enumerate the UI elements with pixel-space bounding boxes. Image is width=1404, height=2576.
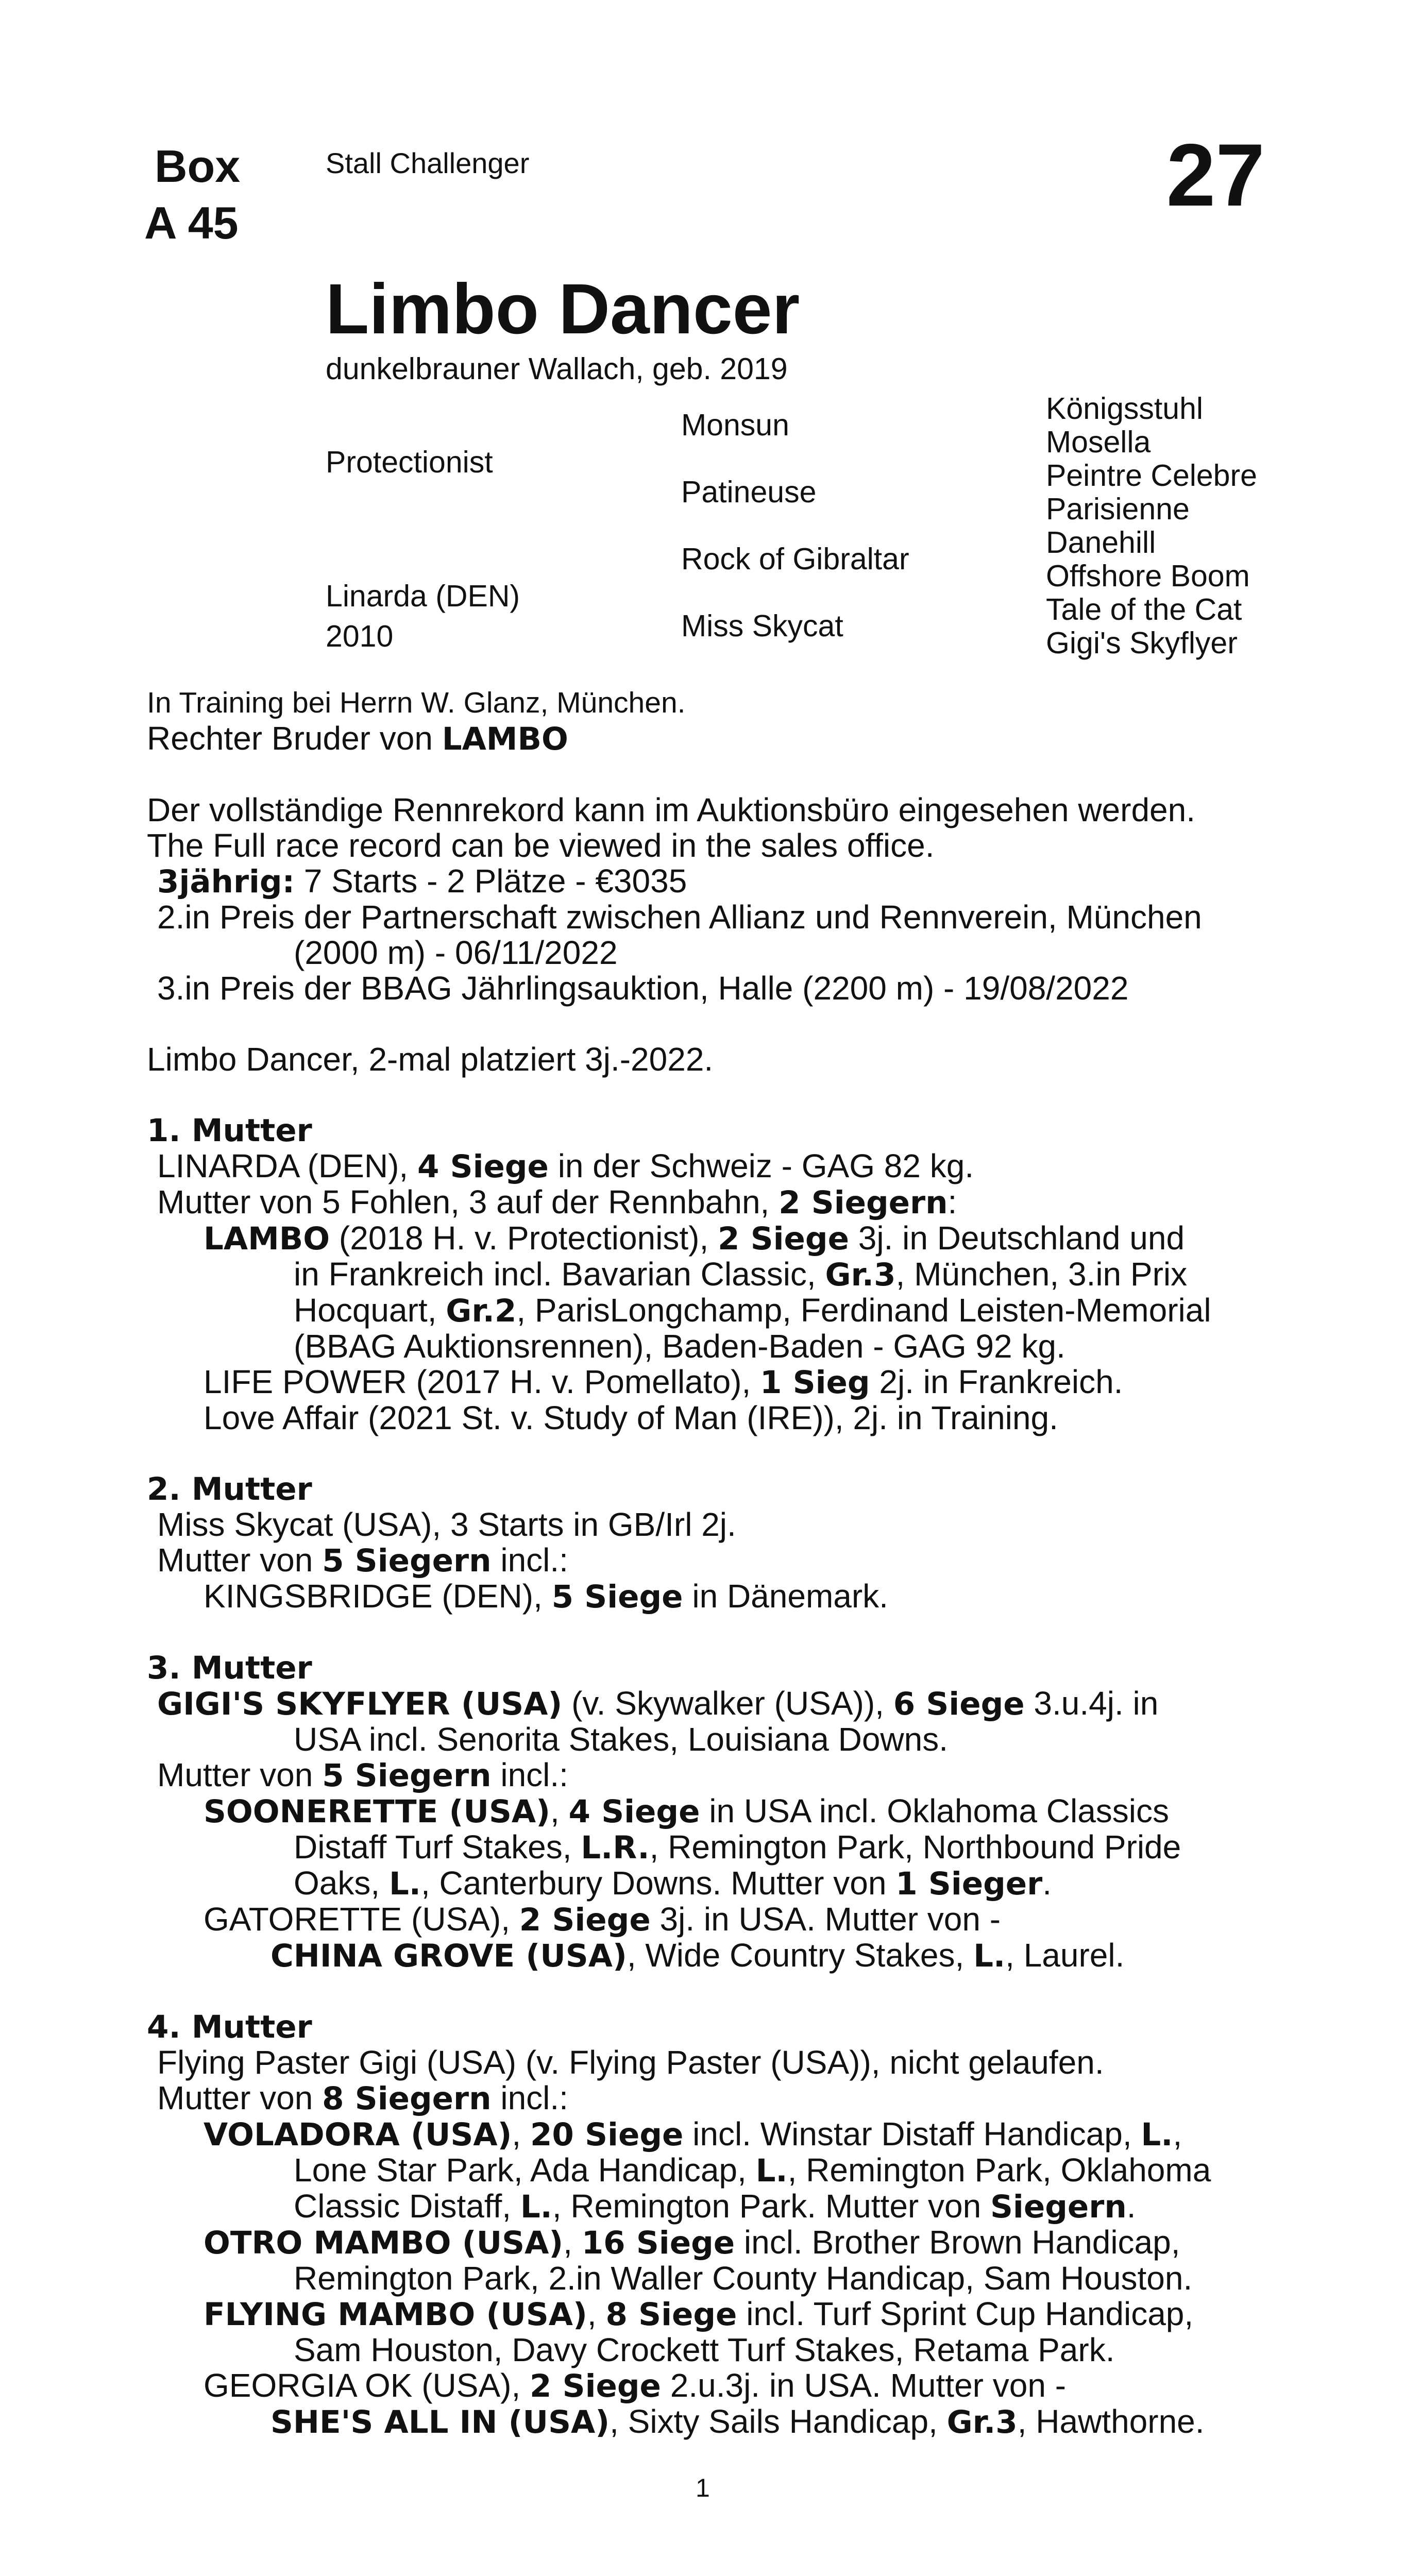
dam1-line: in Frankreich incl. Bavarian Classic, Gr.3, München, 3.in Prix: [294, 1256, 1188, 1293]
dam3-heading: 3. Mutter: [147, 1650, 312, 1686]
dam1-line: Hocquart, Gr.2, ParisLongchamp, Ferdinand Leisten-Memorial: [294, 1292, 1211, 1329]
dam4-line: SHE'S ALL IN (USA), Sixty Sails Handicap, Gr.3, Hawthorne.: [270, 2403, 1205, 2441]
lot-number: 27: [1166, 126, 1265, 225]
dam1-line: LAMBO (2018 H. v. Protectionist), 2 Siege 3j. in Deutschland und: [204, 1219, 1185, 1257]
dam1-line: Love Affair (2021 St. v. Study of Man (IRE)), 2j. in Training.: [204, 1399, 1058, 1436]
dam4-line: OTRO MAMBO (USA), 16 Siege incl. Brother Brown Handicap,: [204, 2224, 1180, 2261]
dam2-line: Miss Skycat (USA), 3 Starts in GB/Irl 2j.: [157, 1506, 736, 1543]
gen3-1: Königsstuhl: [1046, 392, 1204, 426]
dam3-line: GIGI'S SKYFLYER (USA) (v. Skywalker (USA)), 6 Siege 3.u.4j. in: [157, 1685, 1159, 1722]
gen3-6: Offshore Boom: [1046, 559, 1250, 593]
dam1-line: (BBAG Auktionsrennen), Baden-Baden - GAG 92 kg.: [294, 1328, 1065, 1365]
sire-sire: Monsun: [681, 408, 789, 442]
record-note-de: Der vollständige Rennrekord kann im Auktionsbüro eingesehen werden.: [147, 791, 1195, 828]
age-label: 3jährig:: [157, 863, 295, 900]
record-note-en: The Full race record can be viewed in the sales office.: [147, 827, 935, 864]
dam4-line: Sam Houston, Davy Crockett Turf Stakes, Retama Park.: [294, 2331, 1115, 2368]
stall-name: Stall Challenger: [326, 147, 530, 179]
dam3-line: Distaff Turf Stakes, L.R., Remington Park, Northbound Pride: [294, 1828, 1181, 1866]
box-number: A 45: [144, 197, 239, 248]
horse-description: dunkelbrauner Wallach, geb. 2019: [326, 352, 788, 386]
dam4-line: Lone Star Park, Ada Handicap, L., Remington Park, Oklahoma: [294, 2151, 1211, 2189]
horse-name: Limbo Dancer: [326, 269, 800, 349]
dam3-line: CHINA GROVE (USA), Wide Country Stakes, L., Laurel.: [270, 1937, 1125, 1974]
dam1-heading: 1. Mutter: [147, 1112, 312, 1149]
dam3-line: USA incl. Senorita Stakes, Louisiana Downs.: [294, 1721, 948, 1758]
dam2-line: Mutter von 5 Siegern incl.:: [157, 1541, 568, 1579]
gen3-4: Parisienne: [1046, 492, 1190, 526]
training-note: In Training bei Herrn W. Glanz, München.: [147, 686, 686, 719]
record-place-1: 2.in Preis der Partnerschaft zwischen Allianz und Rennverein, München: [157, 899, 1202, 936]
dam2-line: KINGSBRIDGE (DEN), 5 Siege in Dänemark.: [204, 1578, 888, 1615]
catalogue-body: [147, 685, 1265, 2440]
record-place-2: 3.in Preis der BBAG Jährlingsauktion, Halle (2200 m) - 19/08/2022: [157, 970, 1129, 1007]
dam4-line: Remington Park, 2.in Waller County Handicap, Sam Houston.: [294, 2260, 1193, 2297]
record-summary: Limbo Dancer, 2-mal platziert 3j.-2022.: [147, 1041, 714, 1078]
box-label: [144, 138, 241, 251]
dam1-line: LINARDA (DEN), 4 Siege in der Schweiz - GAG 82 kg.: [157, 1147, 974, 1185]
dam: Linarda (DEN): [326, 579, 520, 613]
box-word: Box: [155, 141, 241, 192]
gen3-2: Mosella: [1046, 425, 1151, 459]
record-age: [147, 863, 1265, 900]
brother-line: [147, 721, 1265, 757]
dam-year: 2010: [326, 619, 394, 653]
dam4-heading: 4. Mutter: [147, 2009, 312, 2045]
dam3-line: SOONERETTE (USA), 4 Siege in USA incl. Oklahoma Classics: [204, 1792, 1169, 1830]
dam4-line: VOLADORA (USA), 20 Siege incl. Winstar Distaff Handicap, L.,: [204, 2115, 1182, 2153]
gen3-3: Peintre Celebre: [1046, 459, 1257, 493]
page-number: 1: [696, 2473, 710, 2502]
dam1-line: Mutter von 5 Fohlen, 3 auf der Rennbahn, 2 Siegern:: [157, 1183, 957, 1221]
dam4-line: Flying Paster Gigi (USA) (v. Flying Paster (USA)), nicht gelaufen.: [157, 2044, 1104, 2081]
age-stats: 7 Starts - 2 Plätze - €3035: [295, 862, 687, 900]
dam-dam: Miss Skycat: [681, 609, 843, 643]
sire-dam: Patineuse: [681, 475, 817, 509]
dam4-line: FLYING MAMBO (USA), 8 Siege incl. Turf Sprint Cup Handicap,: [204, 2295, 1194, 2333]
sire: Protectionist: [326, 445, 493, 479]
dam3-line: GATORETTE (USA), 2 Siege 3j. in USA. Mutter von -: [204, 1901, 1001, 1938]
dam1-line: LIFE POWER (2017 H. v. Pomellato), 1 Sieg 2j. in Frankreich.: [204, 1363, 1123, 1401]
gen3-8: Gigi's Skyflyer: [1046, 626, 1238, 660]
dam3-line: Mutter von 5 Siegern incl.:: [157, 1756, 568, 1794]
dam4-line: Mutter von 8 Siegern incl.:: [157, 2079, 568, 2117]
dam3-line: Oaks, L., Canterbury Downs. Mutter von 1 Sieger.: [294, 1865, 1052, 1902]
dam4-line: GEORGIA OK (USA), 2 Siege 2.u.3j. in USA. Mutter von -: [204, 2367, 1067, 2404]
dam2-heading: 2. Mutter: [147, 1471, 312, 1507]
dam4-line: Classic Distaff, L., Remington Park. Mutter von Siegern.: [294, 2188, 1136, 2225]
gen3-7: Tale of the Cat: [1046, 592, 1242, 626]
brother-name: LAMBO: [442, 721, 568, 757]
brother-prefix: Rechter Bruder von: [147, 720, 442, 757]
record-place-1-cont: (2000 m) - 06/11/2022: [294, 934, 618, 971]
dam-sire: Rock of Gibraltar: [681, 542, 909, 576]
gen3-5: Danehill: [1046, 526, 1156, 560]
